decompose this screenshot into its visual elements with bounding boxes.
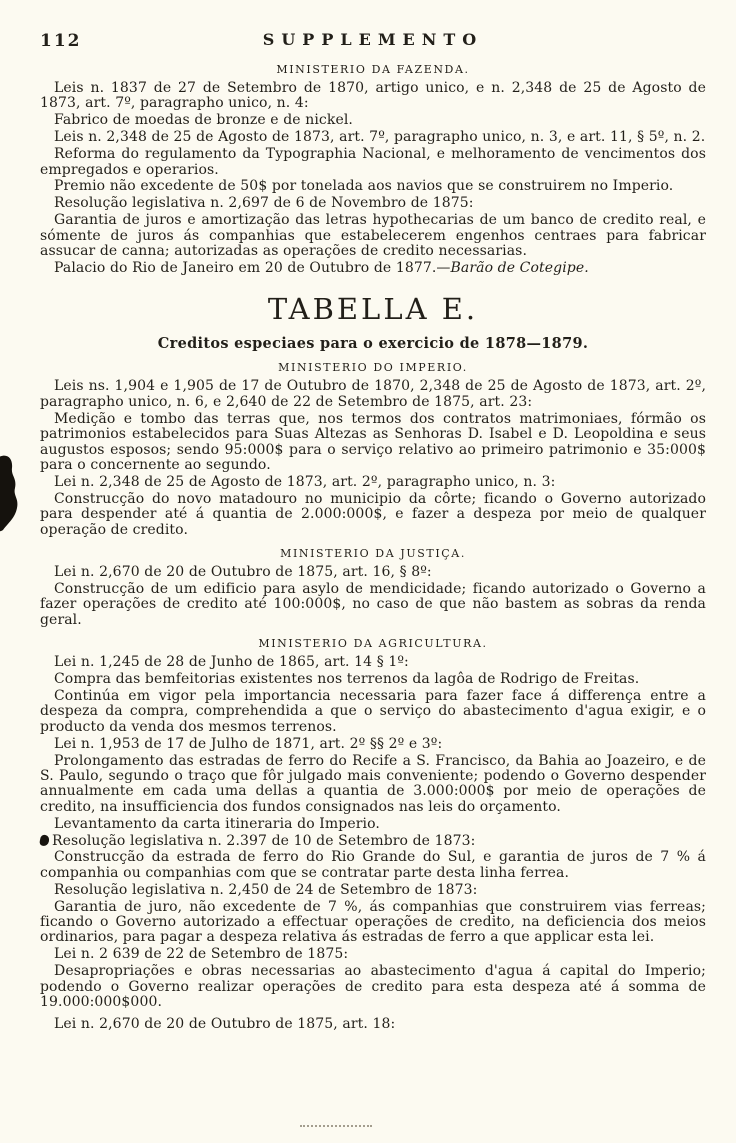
signature-name: Barão de Cotegipe. — [450, 259, 589, 276]
paragraph: Construcção do novo matadouro no municipio da côrte; ficando o Governo autorizado para despender até á quantia de 2.000:000$, e fazer a despeza por meio de qualquer operação de credito. — [40, 490, 706, 538]
paragraph: Resolução legislativa n. 2,450 de 24 de Setembro de 1873: — [54, 881, 478, 898]
ink-blot — [0, 452, 23, 534]
paragraph: Resolução legislativa n. 2,697 de 6 de Novembro de 1875: — [54, 195, 474, 212]
paragraph: Garantia de juros e amortização das letras hypothecarias de um banco de credito real, e sómente de juros ás companhias que estabelecerem engenhos centraes para fabricar assucar de canna; autorizadas as operações de credito necessarias. — [40, 212, 706, 260]
paragraph: Leis ns. 1,904 e 1,905 de 17 de Outubro de 1870, 2,348 de 25 de Agosto de 1873, art. 2º, paragrapho unico, n. 6, e 2,640 de 22 de Setembro de 1875, art. 23: — [40, 378, 706, 410]
paragraph: Construcção de um edificio para asylo de mendicidade; ficando autorizado o Governo a fazer operações de credito até 100:000$, no caso de que não bastem as sobras da renda geral. — [40, 580, 706, 628]
paragraph: Medição e tombo das terras que, nos termos dos contratos matrimoniaes, fórmão os patrimonios estabelecidos para Suas Altezas as Senhoras D. Isabel e D. Leopoldina e seus augustos esposos; sendo 95:000$ para o serviço relativo ao primeiro patrimonio e 35:000$ para o concernente ao segundo. — [40, 410, 706, 473]
section-heading-fazenda: MINISTERIO DA FAZENDA. — [276, 63, 470, 76]
paragraph: Lei n. 2 639 de 22 de Setembro de 1875: — [54, 946, 349, 963]
paragraph: Lei n. 2,670 de 20 de Outubro de 1875, art. 18: — [54, 1015, 396, 1032]
paragraph: Lei n. 2,670 de 20 de Outubro de 1875, art. 16, § 8º: — [54, 563, 432, 580]
paragraph: Construcção da estrada de ferro do Rio Grande do Sul, e garantia de juros de 7 % á companhia ou companhias com que se contratar parte desta linha ferrea. — [40, 849, 706, 881]
page-header: SUPPLEMENTO — [262, 30, 484, 49]
section-heading-imperio: MINISTERIO DO IMPERIO. — [278, 361, 468, 375]
bottom-dotted-mark — [300, 1125, 372, 1127]
section-heading-justica: MINISTERIO DA JUSTIÇA. — [280, 546, 466, 560]
paragraph-with-ink-mark — [40, 834, 706, 849]
margin-ink-mark — [39, 834, 50, 847]
page-number: 112 — [40, 31, 82, 51]
section-heading-agricultura: MINISTERIO DA AGRICULTURA. — [258, 637, 488, 651]
paragraph: Leis n. 1837 de 27 de Setembro de 1870, artigo unico, e n. 2,348 de 25 de Agosto de 1873, art. 7º, paragrapho unico, n. 4: — [40, 80, 706, 112]
paragraph: Lei n. 1,245 de 28 de Junho de 1865, art. 14 § 1º: — [54, 654, 409, 671]
page-content — [40, 30, 706, 1033]
paragraph: Compra das bemfeitorias existentes nos terrenos da lagôa de Rodrigo de Freitas. — [54, 670, 640, 687]
paragraph: Continúa em vigor pela importancia necessaria para fazer face á differença entre a despeza da compra, comprehendida a que o serviço do abastecimento d'agua exigir, e o producto da venda dos mesmos terrenos. — [40, 687, 706, 735]
paragraph: Lei n. 2,348 de 25 de Agosto de 1873, art. 2º, paragrapho unico, n. 3: — [54, 473, 556, 490]
page-header-row — [40, 30, 706, 54]
paragraph: Desapropriações e obras necessarias ao abastecimento d'agua á capital do Imperio; podendo o Governo realizar operações de credito para esta despeza até á somma de 19.000:000$000. — [40, 963, 706, 1011]
signature-text: Palacio do Rio de Janeiro em 20 de Outubro de 1877.— — [54, 259, 451, 276]
paragraph: Leis n. 2,348 de 25 de Agosto de 1873, art. 7º, paragrapho unico, n. 3, e art. 11, § 5º, n. 2. — [54, 129, 706, 146]
paragraph: Levantamento da carta itineraria do Imperio. — [54, 815, 380, 832]
paragraph: Fabrico de moedas de bronze e de nickel. — [54, 112, 353, 129]
paragraph: Prolongamento das estradas de ferro do Recife a S. Francisco, da Bahia ao Joazeiro, e de S. Paulo, segundo o traço que fôr julgado mais conveniente; podendo o Governo despender annualmente em cada uma dellas a quantia de 3.000:000$ por meio de operações de credito, na insufficiencia dos fundos consignados nas leis do orçamento. — [40, 752, 706, 815]
tabella-title: TABELLA E. — [267, 292, 479, 327]
paragraph: Premio não excedente de 50$ por tonelada aos navios que se construirem no Imperio. — [54, 178, 674, 195]
paragraph: Lei n. 1,953 de 17 de Julho de 1871, art. 2º §§ 2º e 3º: — [54, 735, 443, 752]
paragraph: Garantia de juro, não excedente de 7 %, ás companhias que construirem vias ferreas; ficando o Governo autorizado a effectuar operações de credito, na deficiencia dos meios ordinarios, para pagar a despeza relativa ás estradas de ferro a que applicar esta lei. — [40, 898, 706, 946]
signature-line — [40, 261, 706, 276]
paragraph-text: Resolução legislativa n. 2.397 de 10 de Setembro de 1873: — [52, 832, 476, 849]
paragraph: Reforma do regulamento da Typographia Nacional, e melhoramento de vencimentos dos empregados e operarios. — [40, 146, 706, 178]
tabella-subtitle: Creditos especiaes para o exercicio de 1878—1879. — [157, 335, 589, 353]
